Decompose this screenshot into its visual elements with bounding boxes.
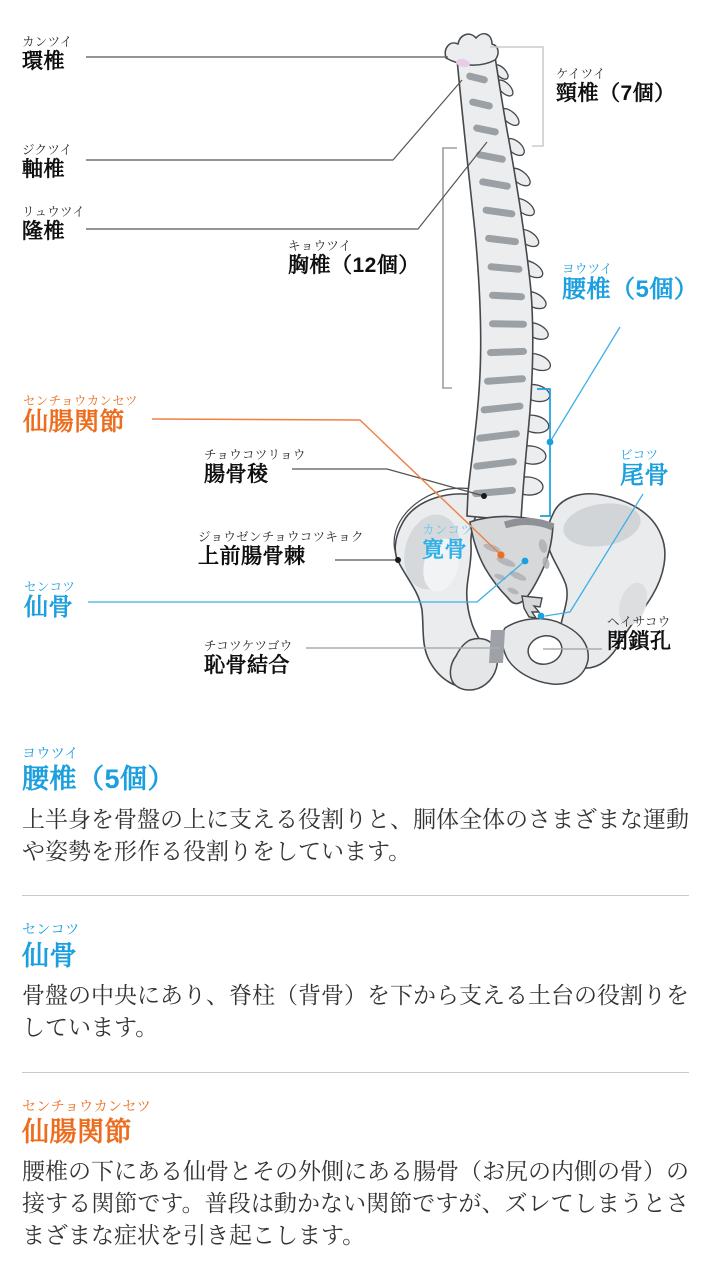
label-atlas-kanji: 環椎	[22, 49, 65, 73]
section-lumbar-title: 腰椎（5個）	[22, 764, 176, 795]
leader-lumbar	[550, 327, 620, 442]
section-sacroiliac-body: 腰椎の下にある仙骨とその外側にある腸骨（お尻の内側の骨）の接する関節です。普段は動かない関節ですが、ズレてしまうとさまざまな症状を引き起こします。	[22, 1158, 689, 1248]
label-iliac-crest-kana: チョウコツリョウ	[204, 448, 306, 462]
leader-prominens	[86, 142, 487, 229]
leader-axis	[86, 80, 462, 160]
dot-asis	[395, 557, 401, 563]
label-atlas	[22, 36, 73, 72]
label-thoracic	[288, 240, 420, 276]
thoracic-bracket	[443, 148, 457, 388]
label-lumbar-kana: ヨウツイ	[562, 262, 613, 276]
label-sacroiliac-kanji: 仙腸関節	[23, 407, 126, 436]
dot-sacroiliac	[497, 551, 504, 558]
dot-lumbar	[547, 439, 554, 446]
dot-sacrum	[522, 558, 529, 565]
leader-iliac-crest	[292, 469, 484, 496]
label-lumbar-kanji: 腰椎（5個）	[562, 275, 699, 303]
label-prominens	[22, 206, 85, 242]
label-cervical	[556, 68, 676, 104]
section-lumbar-body: 上半身を骨盤の上に支える役割りと、胴体全体のさまざまな運動や姿勢を形作る役割りをしています。	[22, 805, 689, 864]
section-sacrum	[22, 895, 689, 1043]
label-sacroiliac	[23, 395, 138, 435]
label-lumbar	[562, 263, 698, 302]
pubic-symphysis-band	[489, 630, 505, 663]
section-sacrum-body: 骨盤の中央にあり、脊柱（背骨）を下から支える土台の役割りをしています。	[22, 982, 689, 1040]
label-asis	[198, 531, 364, 567]
label-axis-kanji: 軸椎	[22, 157, 65, 181]
section-sacrum-kana: センコツ	[22, 921, 80, 938]
label-sacrum-kana: センコツ	[24, 580, 76, 594]
section-sacroiliac-title: 仙腸関節	[22, 1116, 132, 1147]
vertebral-column	[456, 48, 533, 521]
description-sections	[22, 746, 689, 1251]
label-sacroiliac-kana: センチョウカンセツ	[23, 394, 138, 408]
label-iliac-crest-kanji: 腸骨稜	[204, 462, 269, 486]
dot-coccyx	[538, 613, 545, 620]
label-axis	[22, 144, 72, 180]
label-obturator-kana: ヘイサコウ	[607, 615, 671, 629]
label-pubic-symphysis-kanji: 恥骨結合	[204, 653, 290, 677]
label-hip-bone-kana: カンコツ	[422, 523, 474, 537]
section-sacroiliac	[22, 1072, 689, 1252]
label-hip-bone	[422, 524, 473, 561]
section-sacroiliac-kana: センチョウカンセツ	[22, 1097, 152, 1114]
dot-iliac-crest	[481, 493, 487, 499]
label-iliac-crest	[204, 449, 306, 485]
section-lumbar	[22, 746, 689, 867]
label-coccyx	[620, 449, 669, 488]
label-hip-bone-kanji: 寛骨	[422, 536, 468, 562]
label-thoracic-kana: キョウツイ	[288, 239, 352, 253]
label-asis-kanji: 上前腸骨棘	[198, 544, 306, 568]
label-sacrum-kanji: 仙骨	[24, 593, 73, 621]
label-obturator-kanji: 閉鎖孔	[607, 629, 672, 653]
label-cervical-kana: ケイツイ	[556, 67, 606, 81]
label-coccyx-kanji: 尾骨	[620, 461, 669, 489]
label-sacrum	[24, 581, 75, 620]
label-axis-kana: ジクツイ	[22, 143, 73, 157]
label-prominens-kana: リュウツイ	[22, 205, 86, 219]
label-coccyx-kana: ビコツ	[620, 448, 659, 462]
sacrum-bone	[470, 516, 553, 603]
label-obturator	[607, 616, 672, 652]
label-cervical-kanji: 頸椎（7個）	[556, 81, 676, 105]
label-thoracic-kanji: 胸椎（12個）	[288, 253, 420, 277]
label-asis-kana: ジョウゼンチョウコツキョク	[198, 530, 364, 544]
label-pubic-symphysis-kana: チコツケツゴウ	[204, 639, 293, 653]
label-prominens-kanji: 隆椎	[22, 219, 65, 243]
section-lumbar-kana: ヨウツイ	[22, 745, 79, 761]
section-sacrum-title: 仙骨	[22, 940, 77, 971]
label-pubic-symphysis	[204, 640, 293, 676]
label-atlas-kana: カンツイ	[22, 35, 73, 49]
